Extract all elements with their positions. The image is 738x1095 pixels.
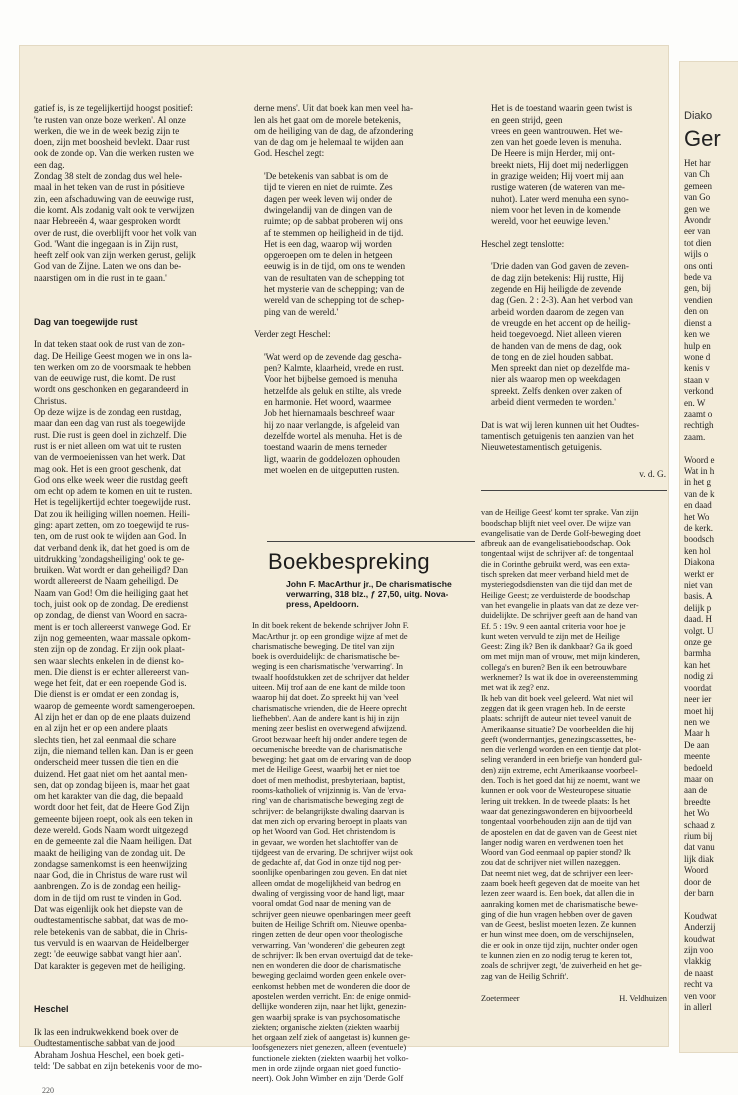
author-signature: v. d. G. bbox=[639, 468, 666, 479]
paragraph: Dat is wat wij leren kunnen uit het Oudtes- tamentisch getuigenis ten aanzien van het Nieuwetestamentisch getuigenis. bbox=[481, 419, 640, 453]
partial-column: Het har van Ch gemeen van Go gen we Avondr eer van tot dien wijls o ons onti bede va gen, bij vendien den on dienst a ken we hulp en wone d kenis v staan v verkond en. W zaamt o rechtigh zaam. Woord e Wat in h in het g van de k en daad het Wo de kerk. boodsch ken hol Diakona werkt er niet van basis. A delijk p daad. H volgt. U onze ge barmha kan het nodig zi voordat neer ier moet hij nen we Maar h De aan meente bedoeld maar on aan de breedte het Wo schaad z rium bij dat vanu lijk diak Woord door de der barn Koudwat Anderzij koudwat zijn voo vlakkig de naast recht va ven voor in allerl bbox=[684, 158, 717, 1013]
blockquote: Het is de toestand waarin geen twist is en geen strijd, geen vrees en geen wantrouwen. Het we- zen van het goede leven is menuha. De Heere is mijn Herder, mij ont- breekt niets, Hij doet mij nederliggen in grazige weiden; Hij voert mij aan rustige wateren (de wateren van me- nuhot). Later werd menuha een syno- niem voor het leven in de komende wereld, voor het eeuwige leven.' bbox=[491, 103, 633, 227]
review-place: Zoetermeer bbox=[481, 994, 520, 1004]
review-signature bbox=[481, 994, 667, 1004]
paragraph: Ik las een indrukwekkend boek over de Oudtestamentische sabbat van de jood Abraham Joshua Heschel, een boek geti- teld: 'De sabbat en zijn betekenis voor de mo- bbox=[34, 1027, 202, 1071]
section-heading: Heschel bbox=[34, 1004, 69, 1015]
paragraph: derne mens'. Uit dat boek kan men veel ha- len als het gaat om de morele betekenis, om de heiliging van de dag, de afzondering van de dag om je helemaal te wijden aan God. Heschel zegt: bbox=[254, 103, 414, 159]
article-column-2 bbox=[254, 92, 476, 487]
review-title: Boekbespreking bbox=[268, 549, 430, 574]
page-number: 220 bbox=[42, 1086, 54, 1095]
paragraph: In dit boek rekent de bekende schrijver John F. MacArthur jr. op een grondige wijze af met de charismatische beweging. De titel van zijn boek is overduidelijk: de charismatische be- weging is een charismatische 'verwarring'. In twaalf hoofdstukken zet de schrijver dat helder uiteen. Mij trof aan de ene kant de milde toon waarop hij dat doet. Zo spreekt hij van 'veel charismatische vrienden, die de Heere oprecht liefhebben'. Aan de andere kant is hij in zijn mening zeer beslist en overwegend afwijzend. Groot bezwaar heeft hij onder andere tegen de oecumenische breedte van de charismatische beweging: het gaat om de ervaring van de doop met de Heilige Geest, waarbij het er niet toe doet of men methodist, presbyteriaan, baptist, rooms-katholiek of vrijzinnig is. Van de 'erva- ring' van de charismatische beweging zegt de schrijver: de belangrijkste dwaling daarvan is dat men zich op ervaring beroept in plaats van op het Woord van God. Het christendom is in gevaar, we worden het slachtoffer van de tijdgeest van de ervaring. De schrijver wijst ook de gedachte af, dat God in onze tijd nog per- soonlijke openbaringen zou geven. En dat niet alleen omdat de mogelijkheid van bedrog en dwaling of vergissing voor de hand ligt, maar vooral omdat God naar de mening van de schrijver geen nieuwe openbaringen meer geeft buiten de Heilige Schrift om. Nieuwe openba- ringen zetten de deur open voor theologische verwarring. Van 'wonderen' die gebeuren zegt de schrijver: Ik ben ervan overtuigd dat de teke- nen en wonderen die door de charismatische beweging geclaimd worden geen enkele over- eenkomst hebben met de wonderen die door de apostelen werden verricht. En: de enige onmid- dellijke wonderen zijn, naar het lijkt, genezin- gen waarbij sprake is van psychosomatische ziekten; organische ziekten (ziekten waarbij het orgaan zelf ziek of aangetast is) kunnen ge- loofsgenezers niet genezen, alleen (eventuele) functionele ziekten (ziekten waarbij het volko- men in orde zijnde orgaan niet goed functio- neert). Ook John Wimber en zijn 'Derde Golf bbox=[252, 621, 413, 1084]
paragraph: Heschel zegt tenslotte: bbox=[481, 238, 565, 249]
divider bbox=[267, 541, 475, 542]
magazine-page-right-edge bbox=[680, 62, 738, 1052]
article-column-3 bbox=[481, 92, 666, 491]
paragraph: In dat teken staat ook de rust van de zon- dag. De Heilige Geest mogen we in ons la- ten werken om zo de voorsmaak te hebben van de eeuwige rust, die komt. De rust wordt ons geschonken en gegarandeerd in Christus. Op deze wijze is de zondag een rustdag, maar dan een dag van rust als toegewijde rust. Die rust is geen doel in zichzelf. Die rust is er niet alleen om wat uit te rusten van de vermoeienissen van het werk. Dat mag ook. Het is een groot geschenk, dat God ons elke week weer die rustdag geeft om echt op adem te komen en uit te rusten. Het is tegelijkertijd echter toegewijde rust. Dat zou ik heiliging willen noemen. Heili- ging: apart zetten, om zo toegewijd te rus- ten, om de rust ook te wijden aan God. In dat verband denk ik, dat het goed is om de uitdrukking 'zondagsheiliging' ook te ge- bruiken. Wat wordt er dan geheiligd? Dan wordt allereerst de Naam geheiligd. De Naam van God! Om die heiliging gaat het toch, juist ook op de zondag. De eredienst op zondag, de dienst van Woord en sacra- ment is er toch allereerst vanwege God. Er zijn nog gemeenten, waar massale opkom- sten zijn op de zondag. Er zijn ook plaat- sen waar slechts enkelen in de dienst ko- men. Die dienst is er echter allereerst van- wege het feit, dat er een roepende God is. Die dienst is er omdat er een zondag is, waarop de gemeente wordt samengeroepen. Al zijn het er dan op de ene plaats duizend en al zijn het er op een andere plaats slechts tien, het zal eenmaal die schare zijn, die niemand tellen kan. Dan is er geen onderscheid meer tussen die tien en die duizend. Het gaat niet om het aantal men- sen, dat op zondag bijeen is, maar het gaat om het karakter van die dag, die bepaald wordt door het feit, dat de Heere God Zijn gemeente bijeen roept, ook als een teken in deze wereld. Gods Naam wordt uitgezegd en de gemeente zal die Naam heiligen. Dat maakt de heiliging van de zondag uit. De zondagse samenkomst is een heenwijzing naar God, die in Christus de ware rust wil aanbrengen. Zo is de zondag een heilig- dom in de tijd om rust te vinden in God. Dat was eigenlijk ook het diepste van de oudtestamentische sabbat, dat was de mo- rele betekenis van de sabbat, die in Chris- tus vervuld is en waarvan de Heidelberger zegt: 'de eeuwige sabbat vangt hier aan'. Dat karakter is gegeven met de heiliging. bbox=[34, 339, 195, 971]
article-column-1 bbox=[34, 92, 250, 1084]
blockquote: 'Drie daden van God gaven de zeven- de dag zijn betekenis: Hij rustte, Hij zegende en Hij heiligde de zevende dag (Gen. 2 : 2-3). Aan het verbod van arbeid worden daarom de zegen van de vreugde en het accent op de heilig- heid toegevoegd. Niet alleen vieren de handen van de mens de dag, ook de tong en de ziel houden sabbat. Men spreekt dan niet op dezelfde ma- nier als waarop men op weekdagen spreekt. Zelfs denken over zaken of arbeid dient vermeden te worden.' bbox=[491, 261, 633, 408]
paragraph: gatief is, is ze tegelijkertijd hoogst positief: 'te rusten van onze boze werken'. Al onze werken, die we in de week bezig zijn te doen, zijn met boosheid bevlekt. Daar rust ook de zonde op. Van die werken rusten we een dag. Zondag 38 stelt de zondag dus wel hele- maal in het teken van de rust in pósitieve zin, een afschaduwing van de eeuwige rust, die komt. Als zodanig valt ook te verwijzen naar Hebreeën 4, waar gesproken wordt over de rust, die overblijft voor het volk van God. 'Want die ingegaan is in Zijn rust, heeft zelf ook van zijn werken gerust, gelijk God van de Zijne. Laten we ons dan be- naarstigen om in die rust in te gaan.' bbox=[34, 103, 197, 283]
section-label: Diako bbox=[684, 110, 713, 122]
blockquote: 'De betekenis van sabbat is om de tijd te vieren en niet de ruimte. Zes dagen per week leven wij onder de dwingelandij van de dingen van de ruimte; op de sabbat proberen wij ons af te stemmen op heiligheid in de tijd. Het is een dag, waarop wij worden opgeroepen om te delen in hetgeen eeuwig is in de tijd, om ons te wenden van de resultaten van de schepping tot het mysterie van de schepping; van de wereld van de schepping tot de schep- ping van de wereld.' bbox=[264, 171, 406, 317]
review-column-a bbox=[252, 611, 476, 1095]
review-column-b bbox=[481, 498, 667, 1015]
paragraph: Verder zegt Heschel: bbox=[254, 329, 331, 340]
book-info: John F. MacArthur jr., De charismatische verwarring, 318 blz., ƒ 27,50, uitg. Nova- press, Apeldoorn. bbox=[286, 579, 452, 609]
divider bbox=[481, 490, 667, 491]
reviewer-name: H. Veldhuizen bbox=[619, 994, 667, 1004]
paragraph: van de Heilige Geest' komt ter sprake. Van zijn boodschap blijft niet veel over. De wijze van evangelisatie van de Derde Golf-beweging doet afbreuk aan de evangelisatieboodschap. Ook tongentaal wijst de schrijver af: de tongentaal die in Corinthe gebruikt werd, was een exta- tisch spreken dat meer verband hield met de mysteriegodsdiensten van die tijd dan met de Heilige Geest; ze verduisterde de boodschap van het evangelie in plaats van dat ze deze ver- duidelijkte. De schrijver geeft aan de hand van Ef. 5 : 19v. 9 een aantal criteria voor hoe je kunt weten vervuld te zijn met de Heilige Geest: Zing ik? Ben ik dankbaar? Ga ik goed om met mijn man of vrouw, met mijn kinderen, collega's en buren? Ben ik een betrouwbare werknemer? Is wat ik doe in overeenstemming met wat ik zeg? enz. Ik heb van dit boek veel geleerd. Wat niet wil zeggen dat ik geen vragen heb. In de eerste plaats: schrijft de auteur niet teveel vanuit de Amerikaanse situatie? De voorbeelden die hij geeft (wonderrnantjes, genezingscassettes, be- nen die verlengd worden en een tientje dat plot- seling veranderd in een briefje van honderd gul- den) zijn extreme, echt Amerikaanse voorbeel- den. Toch is het goed dat hij ze noemt, want we kunnen er ook voor de Westeuropese situatie lering uit trekken. In de tweede plaats: Is het waar dat genezingswonderen en bijvoorbeeld tongentaal voorbehouden zijn aan de tijd van de apostelen en dat de gaven van de Geest niet langer nodig waren en verdwenen toen het Woord van God eenmaal op papier stond? Ik zou dat de schrijver niet willen nazeggen. Dat neemt niet weg, dat de schrijver een leer- zaam boek heeft gegeven dat de moeite van het lezen zeer waard is. Een boek, dat allen die in aanraking komen met de charismatische bewe- ging of die hun vragen hebben over de gaven van de Geest, beslist moeten lezen. Ze kunnen er hun winst mee doen, om de verschijnselen, die er ook in onze tijd zijn, nuchter onder ogen te kunnen zien en zo nodig terug te keren tot, zoals de schrijver zegt, 'de zuiverheid en het ge- zag van de Heilig Schrift'. bbox=[481, 508, 643, 981]
section-heading: Dag van toegewijde rust bbox=[34, 316, 138, 327]
page-title: Ger bbox=[684, 126, 721, 151]
blockquote: 'Wat werd op de zevende dag gescha- pen? Kalmte, klaarheid, vrede en rust. Voor het bijbelse gemoed is menuha hetzelfde als geluk en stilte, als vrede en harmonie. Het woord, waarmee Job het hiernamaals beschreef waar hij zo naar verlangde, is afgeleid van dezelfde wortel als menuha. Het is de toestand waarin de mens terneder ligt, waarin de goddelozen ophouden met woelen en de uitgeputten rusten. bbox=[264, 351, 404, 475]
magazine-page-left bbox=[20, 46, 668, 1095]
